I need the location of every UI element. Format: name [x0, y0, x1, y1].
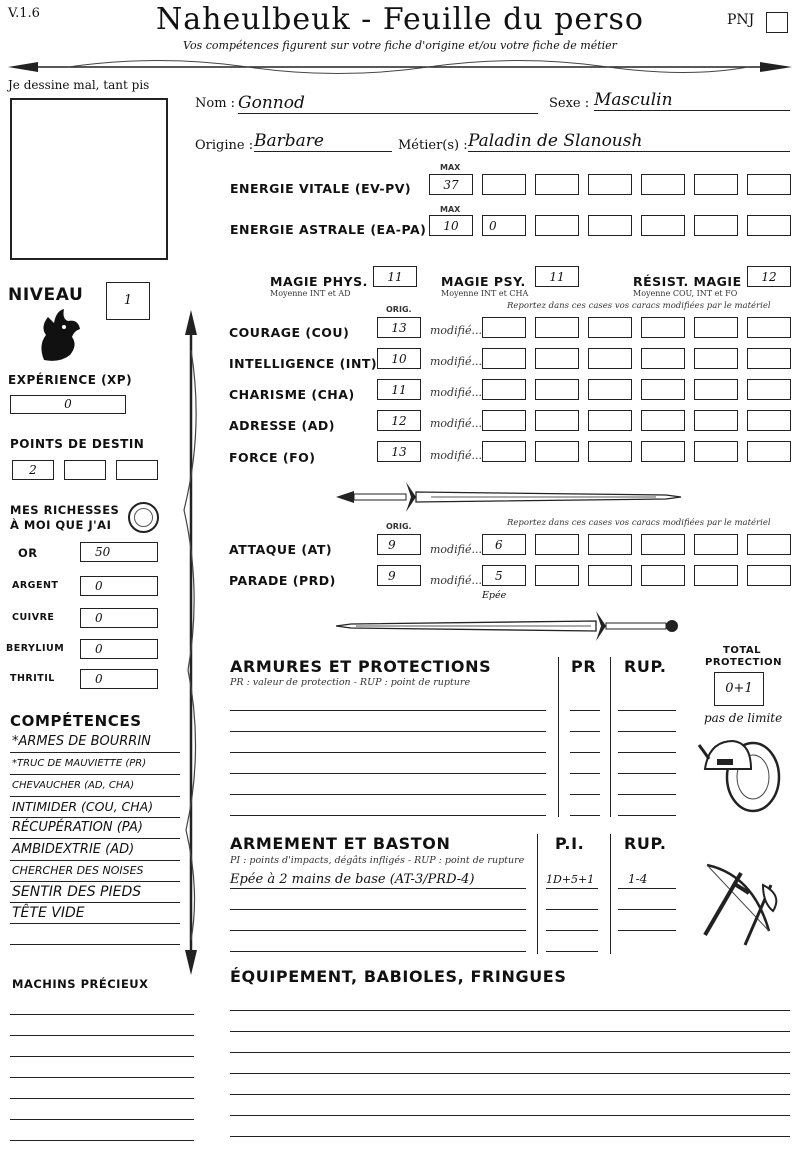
armure-row-line[interactable] [230, 795, 546, 816]
armure-pr-line[interactable] [570, 732, 600, 753]
charisme-label: CHARISME (CHA) [229, 387, 355, 402]
cuivre-box[interactable]: 0 [80, 608, 158, 628]
equipement-line[interactable] [230, 1032, 790, 1053]
adresse-box[interactable]: 12 [377, 410, 421, 431]
adresse-modifie: modifié... [430, 417, 482, 430]
machins-line[interactable] [10, 1100, 194, 1120]
total-protection-label-2: PROTECTION [705, 657, 782, 668]
charisme-box[interactable]: 11 [377, 379, 421, 400]
magie-psy-label: MAGIE PSY. [441, 274, 526, 289]
adresse-mod-box[interactable] [641, 410, 685, 431]
orig-label: ORIG. [386, 305, 412, 314]
machins-label: MACHINS PRÉCIEUX [12, 977, 149, 991]
armement-note: PI : points d'impacts, dégâts infligés - RUP : point de rupture [230, 855, 525, 866]
force-mod-box[interactable] [482, 441, 526, 462]
charisme-mod-box[interactable] [482, 379, 526, 400]
berylium-label: BERYLIUM [6, 643, 65, 654]
armement-title: ARMEMENT ET BASTON [230, 834, 451, 853]
or-box[interactable]: 50 [80, 542, 158, 562]
weapon-row-line[interactable] [230, 910, 526, 931]
competence-item[interactable]: TÊTE VIDE [10, 903, 180, 924]
nom-field[interactable]: Gonnod [238, 93, 538, 114]
armure-rup-line[interactable] [618, 690, 676, 711]
armure-pr-line[interactable] [570, 774, 600, 795]
courage-mod-box[interactable] [747, 317, 791, 338]
armure-pr-line[interactable] [570, 690, 600, 711]
courage-mod-box[interactable] [535, 317, 579, 338]
coin-icon [127, 501, 160, 534]
intelligence-mod-box[interactable] [588, 348, 632, 369]
total-protection-box[interactable]: 0+1 [714, 672, 764, 706]
parade-mod-box[interactable] [747, 565, 791, 586]
destin-label: POINTS DE DESTIN [10, 437, 145, 451]
metier-field[interactable]: Paladin de Slanoush [468, 131, 790, 152]
weapon-pi-line[interactable] [546, 910, 598, 931]
stats-note: Reportez dans ces cases vos caracs modifiées par le matériel [507, 301, 771, 311]
armure-row-line[interactable] [230, 732, 546, 753]
parade-mod-box[interactable]: 5 [482, 565, 526, 586]
charisme-mod-box[interactable] [588, 379, 632, 400]
magie-psy-box[interactable]: 11 [535, 266, 579, 287]
armement-divider [537, 834, 538, 954]
armure-rup-line[interactable] [618, 774, 676, 795]
charisme-mod-box[interactable] [747, 379, 791, 400]
attaque-modifie: modifié... [430, 543, 482, 556]
intelligence-mod-box[interactable] [747, 348, 791, 369]
force-mod-box[interactable] [535, 441, 579, 462]
argent-label: ARGENT [12, 580, 59, 591]
pnj-label: PNJ [727, 12, 755, 28]
weapon-pi-line[interactable] [546, 889, 598, 910]
magie-phys-box[interactable]: 11 [373, 266, 417, 287]
force-mod-box[interactable] [694, 441, 738, 462]
charisme-mod-box[interactable] [641, 379, 685, 400]
equipement-line[interactable] [230, 1011, 790, 1032]
or-label: OR [18, 546, 38, 560]
armure-rup-line[interactable] [618, 732, 676, 753]
adresse-mod-box[interactable] [482, 410, 526, 431]
parade-label: PARADE (PRD) [229, 573, 336, 588]
machins-line[interactable] [10, 1058, 194, 1078]
parade-mod-box[interactable] [535, 565, 579, 586]
pnj-checkbox[interactable] [766, 12, 788, 33]
nom-label: Nom : [195, 96, 236, 111]
combat-orig-label: ORIG. [386, 522, 412, 531]
combat-note: Reportez dans ces cases vos caracs modifiées par le matériel [507, 518, 771, 528]
intelligence-mod-box[interactable] [535, 348, 579, 369]
equipement-line[interactable] [230, 1095, 790, 1116]
competence-item[interactable]: RÉCUPÉRATION (PA) [10, 818, 180, 839]
parade-mod-box[interactable] [694, 565, 738, 586]
attaque-mod-box[interactable] [747, 534, 791, 555]
attaque-mod-box[interactable]: 6 [482, 534, 526, 555]
ea-box[interactable] [641, 215, 685, 236]
intelligence-mod-box[interactable] [694, 348, 738, 369]
parade-box[interactable]: 9 [377, 565, 421, 586]
armement-rup-header: RUP. [624, 834, 667, 853]
intelligence-label: INTELLIGENCE (INT) [229, 356, 378, 371]
armures-divider [610, 657, 611, 817]
origine-label: Origine : [195, 138, 254, 153]
parade-mod-box[interactable] [588, 565, 632, 586]
total-protection-label: TOTAL [723, 645, 761, 656]
magie-phys-label: MAGIE PHYS. [270, 274, 368, 289]
destin-box[interactable]: 2 [12, 460, 54, 480]
competences-label: COMPÉTENCES [10, 712, 142, 730]
richesses-label-2: À MOI QUE J'AI [10, 518, 112, 532]
attaque-box[interactable]: 9 [377, 534, 421, 555]
courage-label: COURAGE (COU) [229, 325, 350, 340]
armure-rup-line[interactable] [618, 711, 676, 732]
sword-icon [336, 478, 686, 516]
armure-row-line[interactable] [230, 690, 546, 711]
vertical-spear-ornament [176, 310, 206, 975]
competence-item[interactable]: SENTIR DES PIEDS [10, 882, 180, 903]
version-label: V.1.6 [8, 6, 40, 21]
force-mod-box[interactable] [588, 441, 632, 462]
metier-label: Métier(s) : [398, 138, 468, 153]
resist-magie-label: RÉSIST. MAGIE [633, 274, 742, 289]
competence-item[interactable]: INTIMIDER (COU, CHA) [10, 797, 180, 818]
armement-pi-header: P.I. [555, 834, 585, 853]
ea-box[interactable] [588, 215, 632, 236]
destin-box[interactable] [64, 460, 106, 480]
weapons-icon [693, 855, 788, 950]
armure-pr-line[interactable] [570, 795, 600, 816]
portrait-caption: Je dessine mal, tant pis [8, 78, 150, 92]
equipement-line[interactable] [230, 990, 790, 1011]
magie-psy-note: Moyenne INT et CHA [441, 289, 529, 298]
adresse-mod-box[interactable] [747, 410, 791, 431]
ev-box[interactable] [694, 174, 738, 195]
force-mod-box[interactable] [747, 441, 791, 462]
armures-rup-header: RUP. [624, 657, 667, 676]
attaque-mod-box[interactable] [588, 534, 632, 555]
total-protection-limit: pas de limite [704, 711, 783, 725]
destin-box[interactable] [116, 460, 158, 480]
armure-pr-line[interactable] [570, 711, 600, 732]
courage-modifie: modifié... [430, 324, 482, 337]
machins-line[interactable] [10, 995, 194, 1015]
thritil-box[interactable]: 0 [80, 669, 158, 689]
ea-label: ENERGIE ASTRALE (EA-PA) [230, 222, 427, 237]
xp-box[interactable]: 0 [10, 395, 126, 414]
intelligence-mod-box[interactable] [482, 348, 526, 369]
weapon-row-line[interactable] [230, 931, 526, 952]
equipement-title: ÉQUIPEMENT, BABIOLES, FRINGUES [230, 967, 567, 986]
ea-box[interactable] [535, 215, 579, 236]
parade-mod-box[interactable] [641, 565, 685, 586]
niveau-box[interactable]: 1 [106, 282, 150, 320]
attaque-mod-box[interactable] [535, 534, 579, 555]
equipement-line[interactable] [230, 1116, 790, 1137]
thritil-label: THRITIL [10, 673, 55, 684]
armure-row-line[interactable] [230, 774, 546, 795]
courage-mod-box[interactable] [482, 317, 526, 338]
intelligence-mod-box[interactable] [641, 348, 685, 369]
charisme-mod-box[interactable] [535, 379, 579, 400]
armures-title: ARMURES ET PROTECTIONS [230, 657, 492, 676]
weapon-pi-line[interactable]: 1D+5+1 [546, 868, 598, 889]
weapon-row-line[interactable]: Epée à 2 mains de base (AT-3/PRD-4) [230, 868, 526, 889]
adresse-mod-box[interactable] [535, 410, 579, 431]
force-box[interactable]: 13 [377, 441, 421, 462]
ea-current-box[interactable]: 0 [482, 215, 526, 236]
attaque-label: ATTAQUE (AT) [229, 542, 333, 557]
magie-phys-note: Moyenne INT et AD [270, 289, 351, 298]
argent-box[interactable]: 0 [80, 576, 158, 596]
weapon-row-line[interactable] [230, 889, 526, 910]
competence-item[interactable]: AMBIDEXTRIE (AD) [10, 840, 180, 861]
attaque-mod-box[interactable] [641, 534, 685, 555]
armure-rup-line[interactable] [618, 795, 676, 816]
ev-box[interactable] [588, 174, 632, 195]
xp-label: EXPÉRIENCE (XP) [8, 373, 133, 387]
adresse-label: ADRESSE (AD) [229, 418, 336, 433]
attaque-mod-box[interactable] [694, 534, 738, 555]
adresse-mod-box[interactable] [588, 410, 632, 431]
combat-weapon-note: Epée [482, 590, 507, 601]
machins-line[interactable] [10, 1121, 194, 1141]
parade-modifie: modifié... [430, 574, 482, 587]
richesses-label: MES RICHESSES [10, 503, 120, 517]
adresse-mod-box[interactable] [694, 410, 738, 431]
courage-mod-box[interactable] [588, 317, 632, 338]
sexe-label: Sexe : [549, 96, 590, 111]
armure-pr-line[interactable] [570, 753, 600, 774]
machins-line[interactable] [10, 1079, 194, 1099]
courage-box[interactable]: 13 [377, 317, 421, 338]
armures-divider [558, 657, 559, 817]
equipement-line[interactable] [230, 1074, 790, 1095]
machins-line[interactable] [10, 1016, 194, 1036]
courage-mod-box[interactable] [694, 317, 738, 338]
equipement-line[interactable] [230, 1053, 790, 1074]
resist-magie-box[interactable]: 12 [747, 266, 791, 287]
competence-item[interactable]: *ARMES DE BOURRIN [10, 732, 180, 753]
armure-row-line[interactable] [230, 753, 546, 774]
weapon-rup-line[interactable] [618, 889, 676, 910]
origine-field[interactable]: Barbare [254, 131, 392, 152]
force-modifie: modifié... [430, 449, 482, 462]
ea-box[interactable] [694, 215, 738, 236]
charisme-mod-box[interactable] [694, 379, 738, 400]
courage-mod-box[interactable] [641, 317, 685, 338]
intelligence-modifie: modifié... [430, 355, 482, 368]
machins-line[interactable] [10, 1037, 194, 1057]
ev-label: ENERGIE VITALE (EV-PV) [230, 181, 412, 196]
page-title: Naheulbeuk - Feuille du perso [156, 2, 644, 37]
competence-line[interactable] [10, 924, 180, 945]
armure-rup-line[interactable] [618, 753, 676, 774]
armures-note: PR : valeur de protection - RUP : point de rupture [230, 677, 471, 688]
ev-box[interactable] [482, 174, 526, 195]
armures-pr-header: PR [571, 657, 597, 676]
cuivre-label: CUIVRE [12, 612, 55, 623]
ev-box[interactable] [747, 174, 791, 195]
competence-item[interactable]: CHEVAUCHER (AD, CHA) [10, 776, 180, 797]
ev-box[interactable] [535, 174, 579, 195]
helmet-shield-icon [695, 725, 785, 815]
armement-divider [610, 834, 611, 954]
charisme-modifie: modifié... [430, 386, 482, 399]
ev-box[interactable] [641, 174, 685, 195]
competence-item[interactable]: CHERCHER DES NOISES [10, 861, 180, 882]
page-subtitle: Vos compétences figurent sur votre fiche d'origine et/ou votre fiche de métier [183, 39, 617, 52]
niveau-label: NIVEAU [8, 285, 84, 305]
portrait-box[interactable] [10, 98, 168, 260]
ea-box[interactable] [747, 215, 791, 236]
sword-icon [336, 607, 681, 645]
competence-item[interactable]: *TRUC DE MAUVIETTE (PR) [10, 754, 180, 775]
berylium-box[interactable]: 0 [80, 639, 158, 659]
ev-max-box[interactable]: 37 [429, 174, 473, 195]
weapon-rup-line[interactable] [618, 910, 676, 931]
ea-max-label: MAX [440, 205, 461, 214]
intelligence-box[interactable]: 10 [377, 348, 421, 369]
ev-max-label: MAX [440, 163, 461, 172]
spear-ornament [8, 54, 792, 80]
sexe-field[interactable]: Masculin [594, 90, 790, 111]
ea-max-box[interactable]: 10 [429, 215, 473, 236]
weapon-rup-line[interactable]: 1-4 [618, 868, 676, 889]
resist-magie-note: Moyenne COU, INT et FO [633, 289, 738, 298]
armure-row-line[interactable] [230, 711, 546, 732]
force-mod-box[interactable] [641, 441, 685, 462]
dragon-icon [34, 305, 84, 365]
force-label: FORCE (FO) [229, 450, 316, 465]
weapon-pi-line[interactable] [546, 931, 598, 952]
